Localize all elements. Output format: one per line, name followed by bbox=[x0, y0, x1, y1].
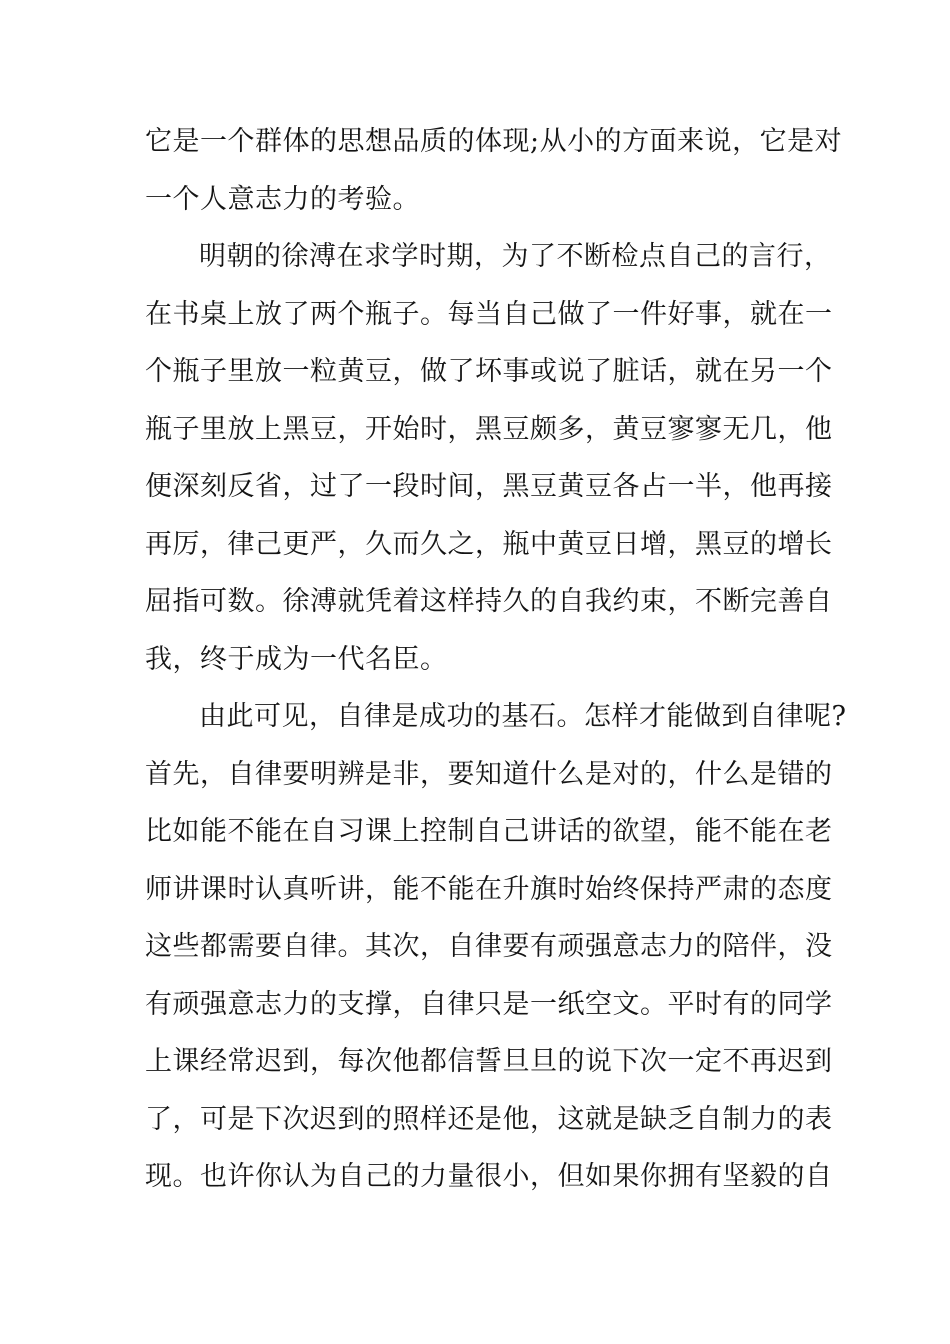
text-line: 瓶子里放上黑豆，开始时，黑豆颇多，黄豆寥寥无几，他 bbox=[145, 413, 833, 445]
text-line: 屈指可数。徐溥就凭着这样持久的自我约束，不断完善自 bbox=[145, 586, 833, 617]
paragraph-start-line: 由此可见，自律是成功的基石。怎样才能做到自律呢? bbox=[199, 701, 847, 732]
text-line: 它是一个群体的思想品质的体现;从小的方面来说，它是对 bbox=[145, 126, 843, 157]
text-line: 上课经常迟到，每次他都信誓旦旦的说下次一定不再迟到 bbox=[145, 1046, 833, 1077]
text-line: 个瓶子里放一粒黄豆，做了坏事或说了脏话，就在另一个 bbox=[145, 356, 833, 387]
text-line: 师讲课时认真听讲，能不能在升旗时始终保持严肃的态度 bbox=[145, 873, 833, 905]
paragraph-start-line: 明朝的徐溥在求学时期，为了不断检点自己的言行， bbox=[199, 241, 832, 272]
text-line: 在书桌上放了两个瓶子。每当自己做了一件好事，就在一 bbox=[145, 298, 833, 330]
text-line: 再厉，律己更严，久而久之，瓶中黄豆日增，黑豆的增长 bbox=[145, 528, 833, 560]
text-line: 首先，自律要明辨是非，要知道什么是对的，什么是错的 bbox=[145, 758, 833, 790]
text-line: 有顽强意志力的支撑，自律只是一纸空文。平时有的同学 bbox=[145, 988, 833, 1020]
text-line: 了，可是下次迟到的照样还是他，这就是缺乏自制力的表 bbox=[145, 1103, 833, 1135]
text-line: 我，终于成为一代名臣。 bbox=[145, 643, 448, 675]
text-line: 现。也许你认为自己的力量很小，但如果你拥有坚毅的自 bbox=[145, 1161, 833, 1192]
text-line: 便深刻反省，过了一段时间，黑豆黄豆各占一半，他再接 bbox=[145, 471, 833, 502]
text-line: 这些都需要自律。其次，自律要有顽强意志力的陪伴，没 bbox=[145, 931, 833, 962]
body-text bbox=[145, 113, 847, 1206]
text-line: 比如能不能在自习课上控制自己讲话的欲望，能不能在老 bbox=[145, 816, 833, 847]
text-line: 一个人意志力的考验。 bbox=[145, 183, 420, 215]
